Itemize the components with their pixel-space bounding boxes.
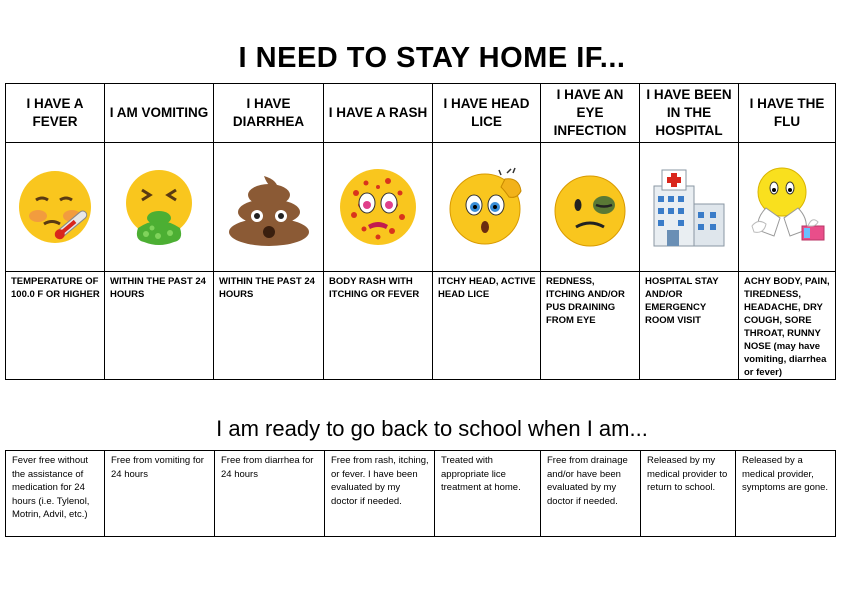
header-diarrhea: I HAVE DIARRHEA bbox=[214, 84, 324, 143]
return-hospital: Released by my medical provider to return to school. bbox=[641, 451, 736, 537]
return-flu: Released by a medical provider, symptoms are gone. bbox=[736, 451, 836, 537]
header-flu: I HAVE THE FLU bbox=[739, 84, 836, 143]
header-head-lice: I HAVE HEAD LICE bbox=[433, 84, 541, 143]
header-hospital: I HAVE BEEN IN THE HOSPITAL bbox=[640, 84, 739, 143]
detail-rash: BODY RASH WITH ITCHING OR FEVER bbox=[324, 272, 433, 380]
return-to-school-table bbox=[5, 450, 836, 537]
hospital-icon bbox=[640, 143, 739, 272]
rash-face-icon bbox=[324, 143, 433, 272]
condition-detail-row bbox=[6, 272, 836, 380]
detail-hospital: HOSPITAL STAY AND/OR EMERGENCY ROOM VISIT bbox=[640, 272, 739, 380]
header-fever: I HAVE A FEVER bbox=[6, 84, 105, 143]
poop-icon bbox=[214, 143, 324, 272]
return-diarrhea: Free from diarrhea for 24 hours bbox=[215, 451, 325, 537]
detail-head-lice: ITCHY HEAD, ACTIVE HEAD LICE bbox=[433, 272, 541, 380]
header-eye-infection: I HAVE AN EYE INFECTION bbox=[541, 84, 640, 143]
condition-icon-row bbox=[6, 143, 836, 272]
vomiting-face-icon bbox=[105, 143, 214, 272]
return-fever: Fever free without the assistance of medication for 24 hours (i.e. Tylenol, Motrin, Advil, etc.) bbox=[6, 451, 105, 537]
return-head-lice: Treated with appropriate lice treatment at home. bbox=[435, 451, 541, 537]
detail-vomiting: WITHIN THE PAST 24 HOURS bbox=[105, 272, 214, 380]
return-rash: Free from rash, itching, or fever. I have been evaluated by my doctor if needed. bbox=[325, 451, 435, 537]
detail-flu: ACHY BODY, PAIN, TIREDNESS, HEADACHE, DRY COUGH, SORE THROAT, RUNNY NOSE (may have vomiting, diarrhea or fever) bbox=[739, 272, 836, 380]
header-rash: I HAVE A RASH bbox=[324, 84, 433, 143]
return-eye-infection: Free from drainage and/or have been evaluated by my doctor if needed. bbox=[541, 451, 641, 537]
header-vomiting: I AM VOMITING bbox=[105, 84, 214, 143]
itchy-head-face-icon bbox=[433, 143, 541, 272]
fever-face-icon bbox=[6, 143, 105, 272]
detail-fever: TEMPERATURE OF 100.0 F OR HIGHER bbox=[6, 272, 105, 380]
return-condition-row bbox=[6, 451, 836, 537]
page-title: I NEED TO STAY HOME IF... bbox=[238, 42, 626, 74]
detail-eye-infection: REDNESS, ITCHING AND/OR PUS DRAINING FROM EYE bbox=[541, 272, 640, 380]
eye-infection-face-icon bbox=[541, 143, 640, 272]
flu-face-icon bbox=[739, 143, 836, 272]
stay-home-table bbox=[5, 83, 836, 380]
detail-diarrhea: WITHIN THE PAST 24 HOURS bbox=[214, 272, 324, 380]
return-vomiting: Free from vomiting for 24 hours bbox=[105, 451, 215, 537]
condition-header-row bbox=[6, 84, 836, 143]
return-subtitle: I am ready to go back to school when I am... bbox=[216, 416, 648, 441]
